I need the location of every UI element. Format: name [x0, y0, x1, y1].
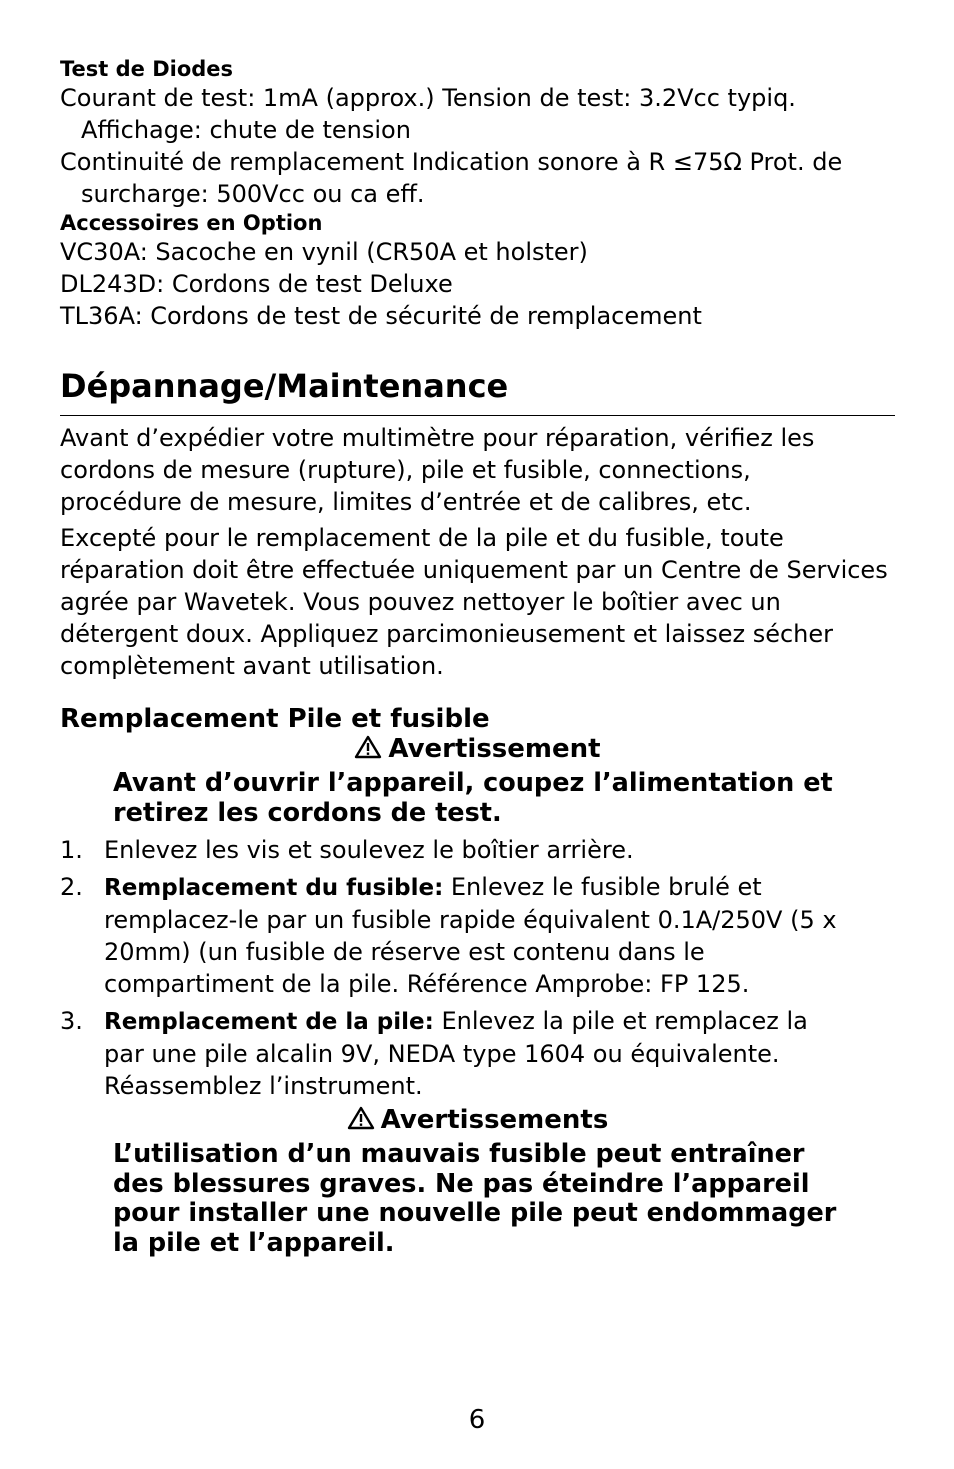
step-item [60, 871, 844, 1000]
accessory-item: VC30A: Sacoche en vynil (CR50A et holster) [60, 238, 588, 266]
step-number: 2. [60, 873, 83, 901]
step-number: 3. [60, 1007, 83, 1035]
manual-page [60, 0, 895, 1258]
warning-text-1: Avant d’ouvrir l’appareil, coupez l’alimentation et retirez les cordons de test. [113, 768, 833, 828]
diodes-current-line: Courant de test: 1mA (approx.) Tension de test: 3.2Vcc typiq. Affichage: chute de tension [60, 84, 796, 144]
accessory-item: DL243D: Cordons de test Deluxe [60, 270, 453, 298]
warning-triangle-icon [354, 735, 382, 759]
step-text: Enlevez la pile et remplacez la par une pile alcalin 9V, NEDA type 1604 ou équivalente. Réassemblez l’instrument. [104, 1007, 808, 1100]
step-text: Enlevez le fusible brulé et remplacez-le par un fusible rapide équivalent 0.1A/250V (5 x 20mm) (un fusible de réserve est contenu dans le compartiment de la pile. Référence Amprobe: FP 125. [104, 873, 837, 998]
step-lead: Remplacement de la pile: [104, 1009, 434, 1035]
warning-text-2: L’utilisation d’un mauvais fusible peut entraîner des blessures graves. Ne pas éteindre l’appareil pour installer une nouvelle pile peut endommager la pile et l’appareil. [113, 1139, 837, 1258]
step-lead: Remplacement du fusible: [104, 875, 444, 901]
maintenance-paragraph-1: Avant d’expédier votre multimètre pour réparation, vérifiez les cordons de mesure (rupture), pile et fusible, connections, procédure de mesure, limites d’entrée et de calibres, etc. [60, 424, 815, 516]
accessories-title: Accessoires en Option [60, 211, 323, 235]
diodes-title: Test de Diodes [60, 57, 234, 81]
step-text: Enlevez les vis et soulevez le boîtier arrière. [104, 836, 634, 864]
warning-title-2 [60, 1105, 895, 1135]
step-number: 1. [60, 836, 83, 864]
diodes-continuity-line: Continuité de remplacement Indication sonore à R ≤75Ω Prot. de surcharge: 500Vcc ou ca eff. [60, 148, 843, 208]
warning-title-1-text: Avertissement [388, 734, 601, 764]
replacement-steps [60, 834, 895, 1102]
warning-title-2-text: Avertissements [380, 1105, 609, 1135]
maintenance-paragraph-2: Excepté pour le remplacement de la pile et du fusible, toute réparation doit être effectuée uniquement par un Centre de Services agrée par Wavetek. Vous pouvez nettoyer le boîtier avec un détergent doux. Appliquez parcimonieusement et laissez sécher complètement avant utilisation. [60, 524, 888, 680]
step-item [60, 1005, 844, 1102]
warning-triangle-icon [347, 1106, 375, 1130]
replacement-heading: Remplacement Pile et fusible [60, 704, 490, 734]
accessory-item: TL36A: Cordons de test de sécurité de remplacement [60, 302, 702, 330]
section-heading-maintenance: Dépannage/Maintenance [60, 366, 895, 416]
step-item [60, 834, 895, 866]
warning-title-1 [60, 734, 895, 764]
page-number: 6 [468, 1405, 486, 1435]
